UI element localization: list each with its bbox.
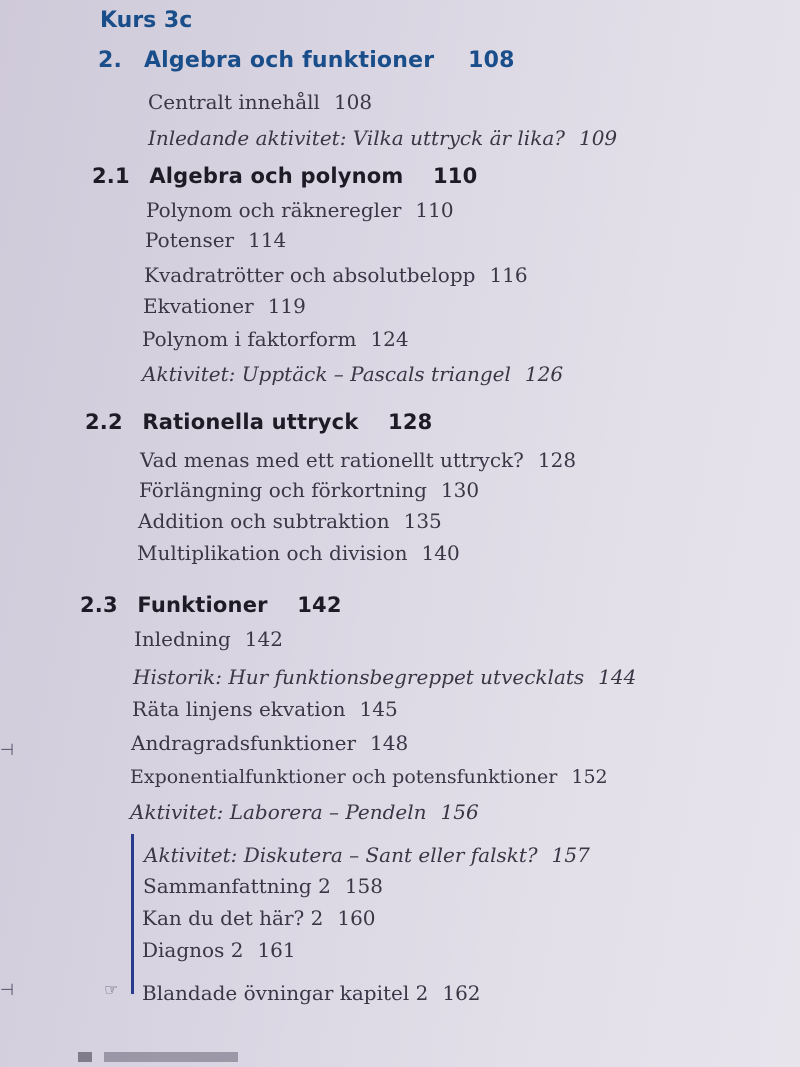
toc-entry-page: 162: [442, 981, 481, 1005]
toc-entry[interactable]: [143, 294, 306, 318]
section-number: 2.2: [85, 410, 123, 434]
section-number: 2.3: [80, 593, 118, 617]
toc-entry-text: Andragradsfunktioner: [131, 731, 356, 755]
toc-entry-page: 135: [403, 509, 442, 533]
toc-entry-text: Potenser: [145, 228, 235, 252]
toc-entry-page: 116: [489, 263, 528, 287]
section-number: 2.1: [92, 164, 130, 188]
toc-entry-page: 148: [370, 731, 409, 755]
toc-entry-text: Aktivitet: Laborera – Pendeln: [130, 800, 427, 824]
toc-entry-page: 156: [440, 800, 479, 824]
section-title: Rationella uttryck: [142, 410, 359, 434]
toc-entry-text: Aktivitet: Diskutera – Sant eller falskt?: [144, 843, 538, 867]
toc-entry-page: 157: [551, 843, 590, 867]
section-page: 128: [388, 410, 433, 434]
toc-entry[interactable]: [146, 198, 454, 222]
toc-entry[interactable]: [142, 362, 563, 386]
toc-entry[interactable]: [142, 938, 296, 962]
toc-entry[interactable]: [130, 766, 608, 788]
toc-entry[interactable]: [142, 981, 481, 1005]
toc-entry-text: Historik: Hur funktionsbegreppet utvecklats: [133, 665, 585, 689]
toc-entry[interactable]: [148, 90, 372, 114]
toc-entry[interactable]: [144, 263, 528, 287]
toc-entry-text: Addition och subtraktion: [138, 509, 390, 533]
toc-entry-page: 108: [333, 90, 373, 114]
chapter-summary-bar: [131, 834, 134, 994]
toc-entry-page: 109: [578, 126, 618, 150]
chapter-title: Algebra och funktioner: [143, 48, 435, 73]
toc-entry-text: Aktivitet: Upptäck – Pascals triangel: [142, 362, 511, 386]
toc-entry-text: Polynom och räkneregler: [146, 198, 402, 222]
toc-entry-text: Kan du det här? 2: [142, 906, 324, 930]
toc-entry-text: Blandade övningar kapitel 2: [142, 981, 429, 1005]
toc-entry-text: Multiplikation och division: [137, 541, 408, 565]
toc-entry-page: 119: [267, 294, 306, 318]
toc-entry[interactable]: [134, 627, 283, 651]
toc-entry-text: Förlängning och förkortning: [139, 478, 427, 502]
section-heading[interactable]: [85, 410, 432, 434]
toc-entry[interactable]: [142, 906, 376, 930]
toc-entry[interactable]: [145, 228, 286, 252]
section-page: 142: [297, 593, 342, 617]
toc-entry[interactable]: [138, 509, 442, 533]
toc-entry[interactable]: [142, 327, 409, 351]
toc-entry[interactable]: [130, 800, 479, 824]
toc-entry[interactable]: [133, 665, 636, 689]
toc-entry-page: 160: [337, 906, 376, 930]
toc-entry[interactable]: [144, 843, 590, 867]
chapter-page: 108: [468, 48, 515, 73]
chapter-number: 2.: [98, 48, 123, 73]
course-heading: Kurs 3c: [100, 8, 193, 33]
toc-entry-text: Räta linjens ekvation: [132, 697, 346, 721]
section-heading[interactable]: [80, 593, 342, 617]
toc-entry-text: Polynom i faktorform: [142, 327, 357, 351]
toc-entry-page: 140: [421, 541, 460, 565]
margin-arrow-icon: ⊣: [0, 740, 14, 759]
toc-entry-text: Vad menas med ett rationellt uttryck?: [140, 448, 524, 472]
next-chapter-fragment: [78, 1052, 238, 1062]
toc-entry[interactable]: [143, 874, 383, 898]
toc-entry-page: 130: [440, 478, 480, 502]
toc-entry[interactable]: [131, 731, 408, 755]
toc-entry-page: 128: [537, 448, 577, 472]
section-title: Algebra och polynom: [149, 164, 404, 188]
toc-entry-page: 145: [359, 697, 398, 721]
margin-hint-icon: ☞: [104, 980, 119, 999]
toc-entry[interactable]: [148, 126, 617, 150]
toc-entry-page: 124: [370, 327, 409, 351]
toc-entry-text: Ekvationer: [143, 294, 254, 318]
section-title: Funktioner: [137, 593, 268, 617]
toc-entry[interactable]: [137, 541, 460, 565]
toc-entry-page: 110: [415, 198, 454, 222]
toc-entry-text: Inledning: [134, 627, 231, 651]
toc-entry-page: 114: [248, 228, 287, 252]
toc-entry-page: 142: [244, 627, 283, 651]
toc-entry-page: 161: [257, 938, 296, 962]
toc-entry-page: 126: [524, 362, 564, 386]
chapter-heading: [98, 48, 515, 73]
toc-entry-page: 152: [571, 766, 608, 788]
toc-entry-text: Diagnos 2: [142, 938, 244, 962]
section-heading[interactable]: [92, 164, 477, 188]
toc-entry[interactable]: [140, 448, 576, 472]
toc-entry-text: Kvadratrötter och absolutbelopp: [144, 263, 476, 287]
toc-entry-text: Centralt innehåll: [148, 90, 320, 114]
toc-entry[interactable]: [132, 697, 398, 721]
margin-arrow-icon: ⊣: [0, 980, 14, 999]
toc-entry-text: Exponentialfunktioner och potensfunktioner: [130, 766, 558, 788]
toc-entry-page: 144: [598, 665, 637, 689]
toc-entry[interactable]: [139, 478, 479, 502]
toc-entry-text: Sammanfattning 2: [143, 874, 331, 898]
toc-entry-text: Inledande aktivitet: Vilka uttryck är lika?: [148, 126, 565, 150]
toc-entry-page: 158: [344, 874, 383, 898]
section-page: 110: [432, 164, 478, 188]
